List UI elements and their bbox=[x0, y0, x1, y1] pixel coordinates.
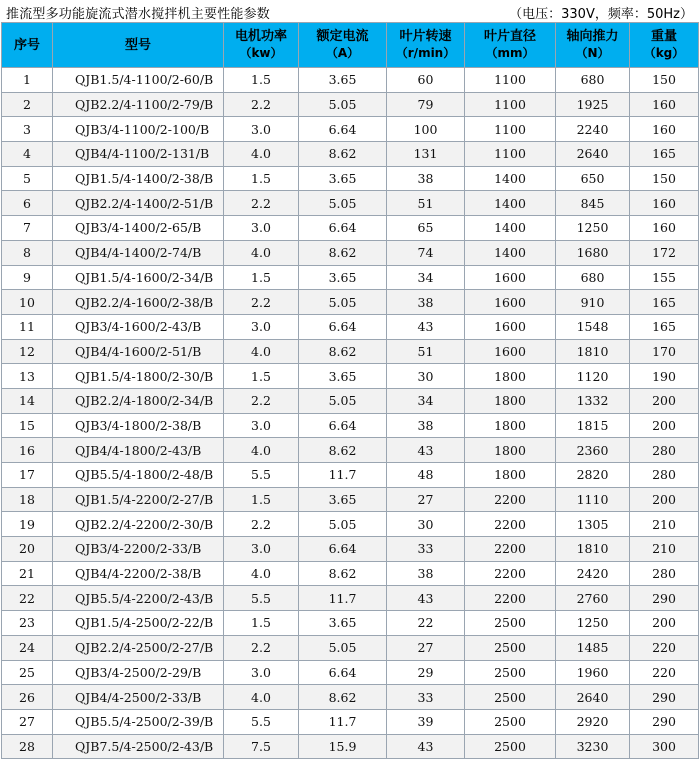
table-row bbox=[2, 487, 699, 512]
cell-rated-current: 8.62 bbox=[299, 240, 387, 265]
cell-blade-speed: 39 bbox=[387, 709, 465, 734]
cell-blade-speed: 79 bbox=[387, 92, 465, 117]
cell-blade-speed: 38 bbox=[387, 166, 465, 191]
cell-index: 1 bbox=[2, 68, 53, 93]
cell-blade-speed: 34 bbox=[387, 265, 465, 290]
cell-weight: 160 bbox=[630, 191, 699, 216]
cell-rated-current: 5.05 bbox=[299, 512, 387, 537]
cell-model: QJB5.5/4-2200/2-43/B bbox=[53, 586, 224, 611]
header-weight: 重量 （kg） bbox=[630, 23, 699, 68]
table-row bbox=[2, 660, 699, 685]
cell-rated-current: 11.7 bbox=[299, 586, 387, 611]
cell-axial-thrust: 1332 bbox=[556, 388, 630, 413]
cell-motor-power: 1.5 bbox=[224, 166, 299, 191]
cell-model: QJB1.5/4-1100/2-60/B bbox=[53, 68, 224, 93]
table-row bbox=[2, 438, 699, 463]
cell-axial-thrust: 2760 bbox=[556, 586, 630, 611]
cell-blade-diameter: 1800 bbox=[465, 388, 556, 413]
header-model: 型号 bbox=[53, 23, 224, 68]
cell-blade-speed: 33 bbox=[387, 537, 465, 562]
cell-motor-power: 1.5 bbox=[224, 611, 299, 636]
cell-motor-power: 2.2 bbox=[224, 290, 299, 315]
cell-model: QJB3/4-1800/2-38/B bbox=[53, 413, 224, 438]
cell-index: 8 bbox=[2, 240, 53, 265]
cell-index: 17 bbox=[2, 463, 53, 488]
cell-index: 18 bbox=[2, 487, 53, 512]
cell-blade-speed: 60 bbox=[387, 68, 465, 93]
cell-model: QJB2.2/4-1800/2-34/B bbox=[53, 388, 224, 413]
cell-blade-diameter: 1400 bbox=[465, 216, 556, 241]
table-row bbox=[2, 537, 699, 562]
table-row bbox=[2, 364, 699, 389]
cell-blade-diameter: 1400 bbox=[465, 240, 556, 265]
table-row bbox=[2, 561, 699, 586]
header-index: 序号 bbox=[2, 23, 53, 68]
cell-blade-diameter: 1800 bbox=[465, 413, 556, 438]
cell-index: 12 bbox=[2, 339, 53, 364]
cell-weight: 210 bbox=[630, 512, 699, 537]
cell-model: QJB5.5/4-1800/2-48/B bbox=[53, 463, 224, 488]
cell-axial-thrust: 2820 bbox=[556, 463, 630, 488]
cell-rated-current: 8.62 bbox=[299, 142, 387, 167]
cell-model: QJB1.5/4-2500/2-22/B bbox=[53, 611, 224, 636]
cell-motor-power: 3.0 bbox=[224, 314, 299, 339]
cell-motor-power: 4.0 bbox=[224, 240, 299, 265]
cell-motor-power: 2.2 bbox=[224, 388, 299, 413]
cell-rated-current: 5.05 bbox=[299, 635, 387, 660]
cell-motor-power: 1.5 bbox=[224, 364, 299, 389]
table-row bbox=[2, 117, 699, 142]
cell-blade-speed: 34 bbox=[387, 388, 465, 413]
cell-rated-current: 8.62 bbox=[299, 438, 387, 463]
cell-rated-current: 3.65 bbox=[299, 68, 387, 93]
cell-motor-power: 3.0 bbox=[224, 117, 299, 142]
cell-motor-power: 2.2 bbox=[224, 191, 299, 216]
cell-blade-diameter: 1100 bbox=[465, 68, 556, 93]
cell-rated-current: 11.7 bbox=[299, 463, 387, 488]
cell-blade-speed: 38 bbox=[387, 561, 465, 586]
cell-axial-thrust: 680 bbox=[556, 265, 630, 290]
cell-axial-thrust: 1815 bbox=[556, 413, 630, 438]
cell-motor-power: 4.0 bbox=[224, 142, 299, 167]
cell-rated-current: 8.62 bbox=[299, 339, 387, 364]
table-body bbox=[2, 68, 699, 759]
cell-axial-thrust: 1680 bbox=[556, 240, 630, 265]
cell-axial-thrust: 1810 bbox=[556, 537, 630, 562]
cell-index: 10 bbox=[2, 290, 53, 315]
cell-index: 14 bbox=[2, 388, 53, 413]
cell-rated-current: 5.05 bbox=[299, 290, 387, 315]
cell-rated-current: 8.62 bbox=[299, 561, 387, 586]
cell-blade-diameter: 2500 bbox=[465, 611, 556, 636]
cell-rated-current: 5.05 bbox=[299, 388, 387, 413]
cell-weight: 200 bbox=[630, 388, 699, 413]
cell-index: 20 bbox=[2, 537, 53, 562]
table-row bbox=[2, 68, 699, 93]
cell-blade-diameter: 1600 bbox=[465, 339, 556, 364]
cell-weight: 210 bbox=[630, 537, 699, 562]
cell-axial-thrust: 1925 bbox=[556, 92, 630, 117]
cell-motor-power: 3.0 bbox=[224, 216, 299, 241]
cell-blade-diameter: 1800 bbox=[465, 463, 556, 488]
cell-motor-power: 4.0 bbox=[224, 339, 299, 364]
table-row bbox=[2, 142, 699, 167]
table-row bbox=[2, 388, 699, 413]
cell-axial-thrust: 1305 bbox=[556, 512, 630, 537]
table-row bbox=[2, 709, 699, 734]
table-row bbox=[2, 685, 699, 710]
cell-blade-diameter: 2500 bbox=[465, 660, 556, 685]
table-row bbox=[2, 413, 699, 438]
cell-rated-current: 3.65 bbox=[299, 166, 387, 191]
cell-blade-diameter: 2500 bbox=[465, 734, 556, 759]
cell-index: 11 bbox=[2, 314, 53, 339]
cell-index: 25 bbox=[2, 660, 53, 685]
cell-blade-speed: 51 bbox=[387, 339, 465, 364]
cell-blade-speed: 38 bbox=[387, 413, 465, 438]
cell-rated-current: 3.65 bbox=[299, 487, 387, 512]
cell-motor-power: 4.0 bbox=[224, 561, 299, 586]
cell-blade-speed: 27 bbox=[387, 635, 465, 660]
cell-index: 16 bbox=[2, 438, 53, 463]
cell-rated-current: 3.65 bbox=[299, 611, 387, 636]
cell-blade-speed: 43 bbox=[387, 586, 465, 611]
cell-index: 27 bbox=[2, 709, 53, 734]
cell-rated-current: 3.65 bbox=[299, 364, 387, 389]
cell-model: QJB2.2/4-1400/2-51/B bbox=[53, 191, 224, 216]
cell-blade-diameter: 2200 bbox=[465, 487, 556, 512]
table-row bbox=[2, 216, 699, 241]
cell-model: QJB3/4-1100/2-100/B bbox=[53, 117, 224, 142]
cell-model: QJB4/4-1100/2-131/B bbox=[53, 142, 224, 167]
cell-rated-current: 3.65 bbox=[299, 265, 387, 290]
cell-axial-thrust: 2420 bbox=[556, 561, 630, 586]
cell-index: 19 bbox=[2, 512, 53, 537]
cell-weight: 190 bbox=[630, 364, 699, 389]
cell-motor-power: 5.5 bbox=[224, 586, 299, 611]
cell-weight: 220 bbox=[630, 635, 699, 660]
cell-blade-speed: 43 bbox=[387, 734, 465, 759]
header-blade-speed: 叶片转速 （r/min） bbox=[387, 23, 465, 68]
cell-axial-thrust: 1960 bbox=[556, 660, 630, 685]
cell-blade-diameter: 2200 bbox=[465, 561, 556, 586]
cell-weight: 280 bbox=[630, 438, 699, 463]
cell-axial-thrust: 2640 bbox=[556, 142, 630, 167]
cell-motor-power: 3.0 bbox=[224, 413, 299, 438]
cell-rated-current: 6.64 bbox=[299, 537, 387, 562]
table-row bbox=[2, 512, 699, 537]
cell-rated-current: 5.05 bbox=[299, 92, 387, 117]
cell-blade-speed: 33 bbox=[387, 685, 465, 710]
cell-blade-diameter: 1600 bbox=[465, 314, 556, 339]
table-row bbox=[2, 611, 699, 636]
cell-model: QJB3/4-2200/2-33/B bbox=[53, 537, 224, 562]
cell-index: 15 bbox=[2, 413, 53, 438]
cell-model: QJB4/4-1400/2-74/B bbox=[53, 240, 224, 265]
cell-axial-thrust: 1810 bbox=[556, 339, 630, 364]
cell-weight: 150 bbox=[630, 166, 699, 191]
table-row bbox=[2, 265, 699, 290]
cell-motor-power: 4.0 bbox=[224, 685, 299, 710]
cell-blade-speed: 48 bbox=[387, 463, 465, 488]
table-row bbox=[2, 463, 699, 488]
cell-blade-speed: 65 bbox=[387, 216, 465, 241]
cell-motor-power: 1.5 bbox=[224, 265, 299, 290]
cell-motor-power: 3.0 bbox=[224, 537, 299, 562]
cell-motor-power: 5.5 bbox=[224, 463, 299, 488]
cell-weight: 290 bbox=[630, 685, 699, 710]
cell-motor-power: 5.5 bbox=[224, 709, 299, 734]
cell-axial-thrust: 1485 bbox=[556, 635, 630, 660]
cell-model: QJB2.2/4-2200/2-30/B bbox=[53, 512, 224, 537]
cell-blade-diameter: 1400 bbox=[465, 191, 556, 216]
cell-axial-thrust: 910 bbox=[556, 290, 630, 315]
cell-blade-speed: 51 bbox=[387, 191, 465, 216]
cell-blade-diameter: 2200 bbox=[465, 512, 556, 537]
cell-rated-current: 6.64 bbox=[299, 117, 387, 142]
cell-model: QJB4/4-2500/2-33/B bbox=[53, 685, 224, 710]
cell-weight: 160 bbox=[630, 216, 699, 241]
cell-axial-thrust: 1250 bbox=[556, 216, 630, 241]
cell-axial-thrust: 3230 bbox=[556, 734, 630, 759]
cell-motor-power: 2.2 bbox=[224, 92, 299, 117]
cell-weight: 280 bbox=[630, 463, 699, 488]
cell-model: QJB3/4-1400/2-65/B bbox=[53, 216, 224, 241]
cell-blade-speed: 43 bbox=[387, 438, 465, 463]
cell-rated-current: 8.62 bbox=[299, 685, 387, 710]
cell-axial-thrust: 1120 bbox=[556, 364, 630, 389]
cell-motor-power: 2.2 bbox=[224, 512, 299, 537]
cell-index: 28 bbox=[2, 734, 53, 759]
header-blade-diameter: 叶片直径 （mm） bbox=[465, 23, 556, 68]
cell-weight: 150 bbox=[630, 68, 699, 93]
cell-blade-diameter: 2500 bbox=[465, 635, 556, 660]
cell-weight: 220 bbox=[630, 660, 699, 685]
cell-weight: 200 bbox=[630, 413, 699, 438]
cell-model: QJB3/4-2500/2-29/B bbox=[53, 660, 224, 685]
cell-index: 7 bbox=[2, 216, 53, 241]
cell-weight: 300 bbox=[630, 734, 699, 759]
header-axial-thrust: 轴向推力 （N） bbox=[556, 23, 630, 68]
cell-model: QJB3/4-1600/2-43/B bbox=[53, 314, 224, 339]
cell-index: 6 bbox=[2, 191, 53, 216]
table-row bbox=[2, 290, 699, 315]
performance-table bbox=[1, 22, 699, 759]
cell-blade-speed: 74 bbox=[387, 240, 465, 265]
cell-weight: 290 bbox=[630, 709, 699, 734]
cell-blade-speed: 30 bbox=[387, 512, 465, 537]
header-motor-power: 电机功率 （kw） bbox=[224, 23, 299, 68]
cell-rated-current: 6.64 bbox=[299, 660, 387, 685]
header-rated-current: 额定电流 （A） bbox=[299, 23, 387, 68]
cell-model: QJB4/4-1600/2-51/B bbox=[53, 339, 224, 364]
table-row bbox=[2, 166, 699, 191]
cell-blade-diameter: 1100 bbox=[465, 92, 556, 117]
table-row bbox=[2, 191, 699, 216]
cell-axial-thrust: 680 bbox=[556, 68, 630, 93]
cell-blade-diameter: 2200 bbox=[465, 537, 556, 562]
cell-blade-speed: 29 bbox=[387, 660, 465, 685]
cell-motor-power: 4.0 bbox=[224, 438, 299, 463]
table-row bbox=[2, 339, 699, 364]
cell-blade-diameter: 2500 bbox=[465, 709, 556, 734]
table-row bbox=[2, 240, 699, 265]
cell-index: 26 bbox=[2, 685, 53, 710]
cell-index: 4 bbox=[2, 142, 53, 167]
cell-blade-diameter: 1600 bbox=[465, 265, 556, 290]
cell-axial-thrust: 2360 bbox=[556, 438, 630, 463]
cell-model: QJB2.2/4-1100/2-79/B bbox=[53, 92, 224, 117]
cell-rated-current: 6.64 bbox=[299, 314, 387, 339]
cell-rated-current: 11.7 bbox=[299, 709, 387, 734]
cell-axial-thrust: 650 bbox=[556, 166, 630, 191]
cell-blade-diameter: 2200 bbox=[465, 586, 556, 611]
cell-axial-thrust: 1250 bbox=[556, 611, 630, 636]
cell-model: QJB4/4-2200/2-38/B bbox=[53, 561, 224, 586]
cell-motor-power: 1.5 bbox=[224, 68, 299, 93]
cell-index: 22 bbox=[2, 586, 53, 611]
cell-weight: 165 bbox=[630, 290, 699, 315]
cell-weight: 280 bbox=[630, 561, 699, 586]
cell-blade-diameter: 1100 bbox=[465, 117, 556, 142]
cell-blade-speed: 100 bbox=[387, 117, 465, 142]
cell-index: 9 bbox=[2, 265, 53, 290]
cell-index: 2 bbox=[2, 92, 53, 117]
table-row bbox=[2, 586, 699, 611]
cell-model: QJB2.2/4-1600/2-38/B bbox=[53, 290, 224, 315]
cell-axial-thrust: 1110 bbox=[556, 487, 630, 512]
cell-weight: 165 bbox=[630, 314, 699, 339]
cell-axial-thrust: 2640 bbox=[556, 685, 630, 710]
cell-blade-diameter: 1100 bbox=[465, 142, 556, 167]
cell-model: QJB1.5/4-1600/2-34/B bbox=[53, 265, 224, 290]
cell-weight: 165 bbox=[630, 142, 699, 167]
cell-axial-thrust: 2920 bbox=[556, 709, 630, 734]
table-row bbox=[2, 734, 699, 759]
cell-motor-power: 3.0 bbox=[224, 660, 299, 685]
cell-model: QJB1.5/4-1800/2-30/B bbox=[53, 364, 224, 389]
table-caption bbox=[0, 0, 699, 22]
cell-blade-speed: 30 bbox=[387, 364, 465, 389]
cell-blade-speed: 22 bbox=[387, 611, 465, 636]
cell-weight: 170 bbox=[630, 339, 699, 364]
cell-motor-power: 1.5 bbox=[224, 487, 299, 512]
table-row bbox=[2, 92, 699, 117]
cell-weight: 155 bbox=[630, 265, 699, 290]
cell-blade-speed: 131 bbox=[387, 142, 465, 167]
cell-index: 23 bbox=[2, 611, 53, 636]
cell-blade-diameter: 1800 bbox=[465, 364, 556, 389]
cell-weight: 172 bbox=[630, 240, 699, 265]
cell-index: 21 bbox=[2, 561, 53, 586]
cell-weight: 290 bbox=[630, 586, 699, 611]
cell-weight: 160 bbox=[630, 117, 699, 142]
cell-rated-current: 6.64 bbox=[299, 413, 387, 438]
cell-blade-speed: 43 bbox=[387, 314, 465, 339]
cell-index: 3 bbox=[2, 117, 53, 142]
cell-axial-thrust: 845 bbox=[556, 191, 630, 216]
cell-motor-power: 7.5 bbox=[224, 734, 299, 759]
cell-model: QJB2.2/4-2500/2-27/B bbox=[53, 635, 224, 660]
cell-axial-thrust: 2240 bbox=[556, 117, 630, 142]
cell-rated-current: 6.64 bbox=[299, 216, 387, 241]
cell-axial-thrust: 1548 bbox=[556, 314, 630, 339]
cell-index: 24 bbox=[2, 635, 53, 660]
cell-model: QJB7.5/4-2500/2-43/B bbox=[53, 734, 224, 759]
cell-blade-diameter: 1800 bbox=[465, 438, 556, 463]
cell-weight: 200 bbox=[630, 611, 699, 636]
cell-blade-diameter: 1400 bbox=[465, 166, 556, 191]
table-title: 推流型多功能旋流式潜水搅拌机主要性能参数 bbox=[6, 7, 271, 22]
table-row bbox=[2, 635, 699, 660]
cell-model: QJB5.5/4-2500/2-39/B bbox=[53, 709, 224, 734]
cell-blade-diameter: 1600 bbox=[465, 290, 556, 315]
cell-rated-current: 5.05 bbox=[299, 191, 387, 216]
header-row bbox=[2, 23, 699, 68]
cell-model: QJB4/4-1800/2-43/B bbox=[53, 438, 224, 463]
power-conditions: （电压：330V，频率：50Hz） bbox=[509, 7, 693, 22]
cell-motor-power: 2.2 bbox=[224, 635, 299, 660]
cell-index: 13 bbox=[2, 364, 53, 389]
cell-rated-current: 15.9 bbox=[299, 734, 387, 759]
cell-model: QJB1.5/4-2200/2-27/B bbox=[53, 487, 224, 512]
cell-weight: 200 bbox=[630, 487, 699, 512]
cell-weight: 160 bbox=[630, 92, 699, 117]
cell-blade-diameter: 2500 bbox=[465, 685, 556, 710]
cell-model: QJB1.5/4-1400/2-38/B bbox=[53, 166, 224, 191]
cell-blade-speed: 38 bbox=[387, 290, 465, 315]
cell-index: 5 bbox=[2, 166, 53, 191]
cell-blade-speed: 27 bbox=[387, 487, 465, 512]
table-row bbox=[2, 314, 699, 339]
